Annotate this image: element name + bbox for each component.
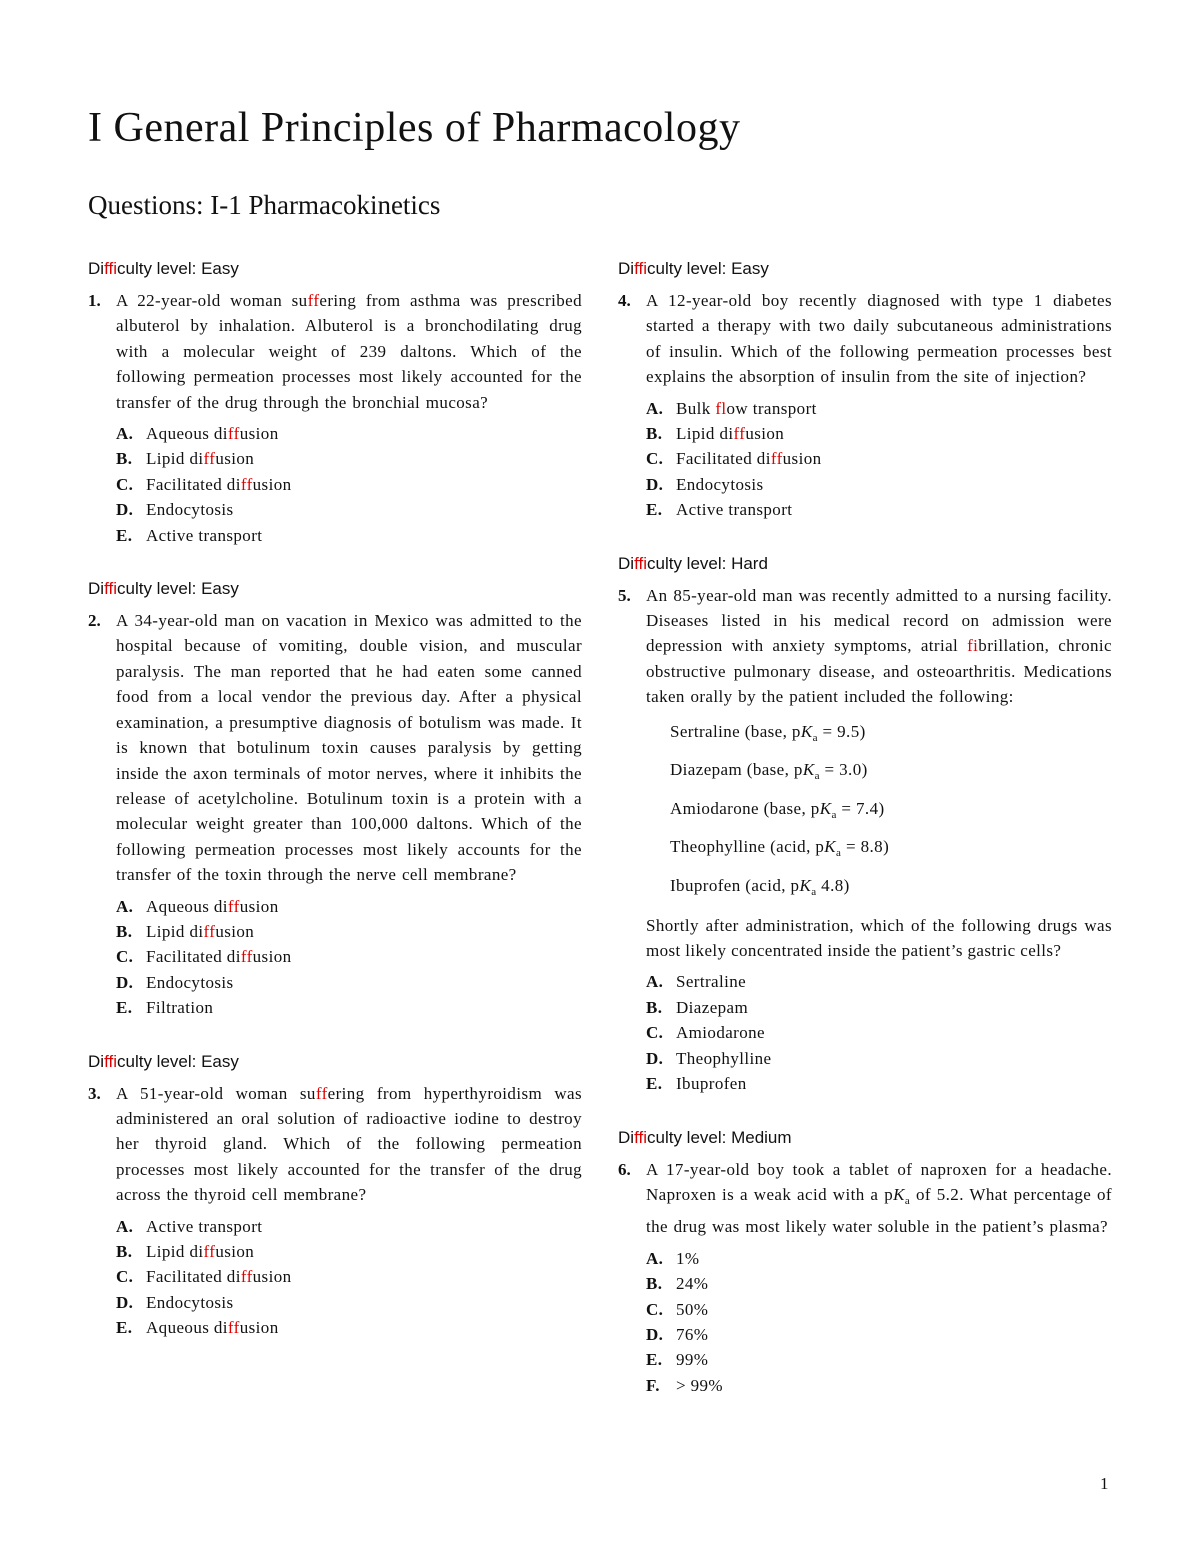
answer-choice[interactable]: B. Lipid diffusion: [116, 449, 255, 469]
question-4: [618, 256, 1112, 523]
difficulty-label: Difficulty level: Easy: [88, 1051, 239, 1071]
question-stem: A 12-year-old boy recently diagnosed with type 1 diabetes started a therapy with two daily subcutaneous administrations of insulin. Which of the following permeation processes best explains the absorption of insulin from the site of injection?: [646, 291, 1112, 387]
difficulty-value: Easy: [731, 259, 769, 278]
answer-choice[interactable]: D. Endocytosis: [116, 972, 234, 992]
left-column: [88, 256, 582, 1369]
answer-choice[interactable]: D. 76%: [646, 1324, 709, 1344]
answer-choice[interactable]: D. Endocytosis: [646, 474, 764, 494]
answer-choice[interactable]: E. 99%: [646, 1350, 709, 1370]
answer-choice[interactable]: E. Filtration: [116, 998, 214, 1018]
difficulty-label: Difficulty level: Medium: [618, 1127, 792, 1147]
question-number: 5.: [618, 585, 631, 605]
difficulty-label: Difficulty level: Hard: [618, 553, 768, 573]
drug-item: Amiodarone (base, $pK_a = 7.4$): [670, 798, 885, 821]
question-3: [88, 1049, 582, 1341]
question-stem: A 34-year-old man on vacation in Mexico was admitted to the hospital because of vomiting, double vision, and muscular paralysis. The man reported that he had eaten some canned food from a local vendor the previous day. After a physical examination, a presumptive diagnosis of botulism was made. It is known that botulinum toxin causes paralysis by getting inside the axon terminals of motor nerves, where it inhibits the release of acetylcholine. Botulinum toxin is a protein with a molecular weight greater than 100,000 daltons. Which of the following permeation processes most likely accounts for the transfer of the toxin through the nerve cell membrane?: [116, 611, 582, 885]
answer-choices: [646, 396, 1112, 523]
question-6: [618, 1125, 1112, 1399]
question-number: 2.: [88, 611, 101, 631]
question-2: [88, 576, 582, 1021]
answer-choices: [116, 1214, 582, 1341]
question-stem: An 85-year-old man was recently admitted to a nursing facility. Diseases listed in his medical record on admission were depression with anxiety symptoms, atrial fibrillation, chronic obstructive pulmonary disease, and osteoarthritis. Medications taken orally by the patient included the following:: [646, 585, 1112, 707]
question-number: 4.: [618, 291, 631, 310]
question-stem: A 22-year-old woman suffering from asthma was prescribed albuterol by inhalation. Albuterol is a bronchodilating drug with a molecular weight of 239 daltons. Which of the following permeation processes most likely accounted for the transfer of the drug through the bronchial mucosa?: [116, 291, 582, 412]
difficulty-label: Difficulty level: Easy: [88, 579, 239, 599]
question-followup: Shortly after administration, which of the following drugs was most likely concentrated inside the patient’s gastric cells?: [646, 915, 1112, 961]
answer-choice[interactable]: C. Facilitated diffusion: [116, 474, 292, 494]
answer-choice[interactable]: C. 50%: [646, 1299, 709, 1319]
answer-choice[interactable]: B. Lipid diffusion: [116, 921, 255, 941]
answer-choice[interactable]: C. Facilitated diffusion: [116, 947, 292, 967]
chapter-title: I General Principles of Pharmacology: [88, 105, 741, 151]
answer-choice[interactable]: E. Ibuprofen: [646, 1074, 747, 1094]
answer-choice[interactable]: A. Aqueous diffusion: [116, 896, 279, 916]
answer-choice[interactable]: A. Bulk flow transport: [646, 398, 817, 418]
question-stem: A 51-year-old woman suffering from hyperthyroidism was administered an oral solution of radioactive iodine to destroy her thyroid gland. Which of the following permeation processes most likely accounted for the transfer of the drug across the thyroid cell membrane?: [116, 1083, 582, 1205]
answer-choice[interactable]: B. Diazepam: [646, 997, 749, 1017]
page-number: 1: [1100, 1474, 1109, 1493]
question-5: [618, 551, 1112, 1097]
question-number: 3.: [88, 1083, 101, 1103]
question-number: 1.: [88, 291, 101, 310]
answer-choice[interactable]: C. Facilitated diffusion: [646, 449, 822, 469]
answer-choices: [646, 969, 1112, 1096]
answer-choice[interactable]: E. Active transport: [646, 500, 793, 520]
answer-choice[interactable]: A. Active transport: [116, 1216, 263, 1236]
answer-choice[interactable]: B. Lipid diffusion: [116, 1242, 255, 1261]
drug-item: Ibuprofen (acid, $pK_a$ 4.8): [670, 876, 850, 899]
difficulty-value: Hard: [731, 553, 768, 573]
drug-list: [646, 716, 1112, 909]
answer-choice[interactable]: C. Facilitated diffusion: [116, 1267, 292, 1287]
difficulty-value: Easy: [201, 259, 239, 278]
question-number: 6.: [618, 1159, 631, 1179]
answer-choice[interactable]: A. Sertraline: [646, 972, 747, 992]
answer-choice[interactable]: A. Aqueous diffusion: [116, 424, 279, 444]
answer-choice[interactable]: D. Theophylline: [646, 1048, 772, 1068]
difficulty-value: Medium: [731, 1127, 792, 1147]
answer-choice[interactable]: F. > 99%: [646, 1375, 723, 1395]
difficulty-label: Difficulty level: Easy: [618, 259, 769, 278]
drug-item: Theophylline (acid, $pK_a = 8.8$): [670, 837, 890, 860]
difficulty-label: Difficulty level: Easy: [88, 259, 239, 278]
answer-choice[interactable]: B. 24%: [646, 1274, 709, 1294]
difficulty-value: Easy: [201, 1051, 239, 1071]
answer-choice[interactable]: C. Amiodarone: [646, 1023, 765, 1043]
answer-choice[interactable]: E. Aqueous diffusion: [116, 1318, 279, 1338]
answer-choice[interactable]: D. Endocytosis: [116, 500, 234, 520]
answer-choice[interactable]: A. 1%: [646, 1248, 700, 1268]
section-title: Questions: I-1 Pharmacokinetics: [88, 190, 441, 220]
question-stem: A 17-year-old boy took a tablet of naproxen for a headache. Naproxen is a weak acid with a $pK_a$ of 5.2. What percentage of the drug was most likely water soluble in the patient’s plasma?: [646, 1159, 1112, 1237]
answer-choices: [116, 421, 582, 548]
answer-choices: [116, 894, 582, 1021]
answer-choice[interactable]: E. Active transport: [116, 525, 263, 545]
drug-item: Diazepam (base, $pK_a = 3.0$): [670, 760, 868, 783]
right-column: [618, 256, 1112, 1426]
difficulty-value: Easy: [201, 579, 239, 599]
answer-choice[interactable]: D. Endocytosis: [116, 1292, 234, 1312]
answer-choices: [646, 1246, 1112, 1398]
drug-item: Sertraline (base, $pK_a = 9.5$): [670, 721, 866, 744]
question-1: [88, 256, 582, 548]
answer-choice[interactable]: B. Lipid diffusion: [646, 424, 785, 444]
